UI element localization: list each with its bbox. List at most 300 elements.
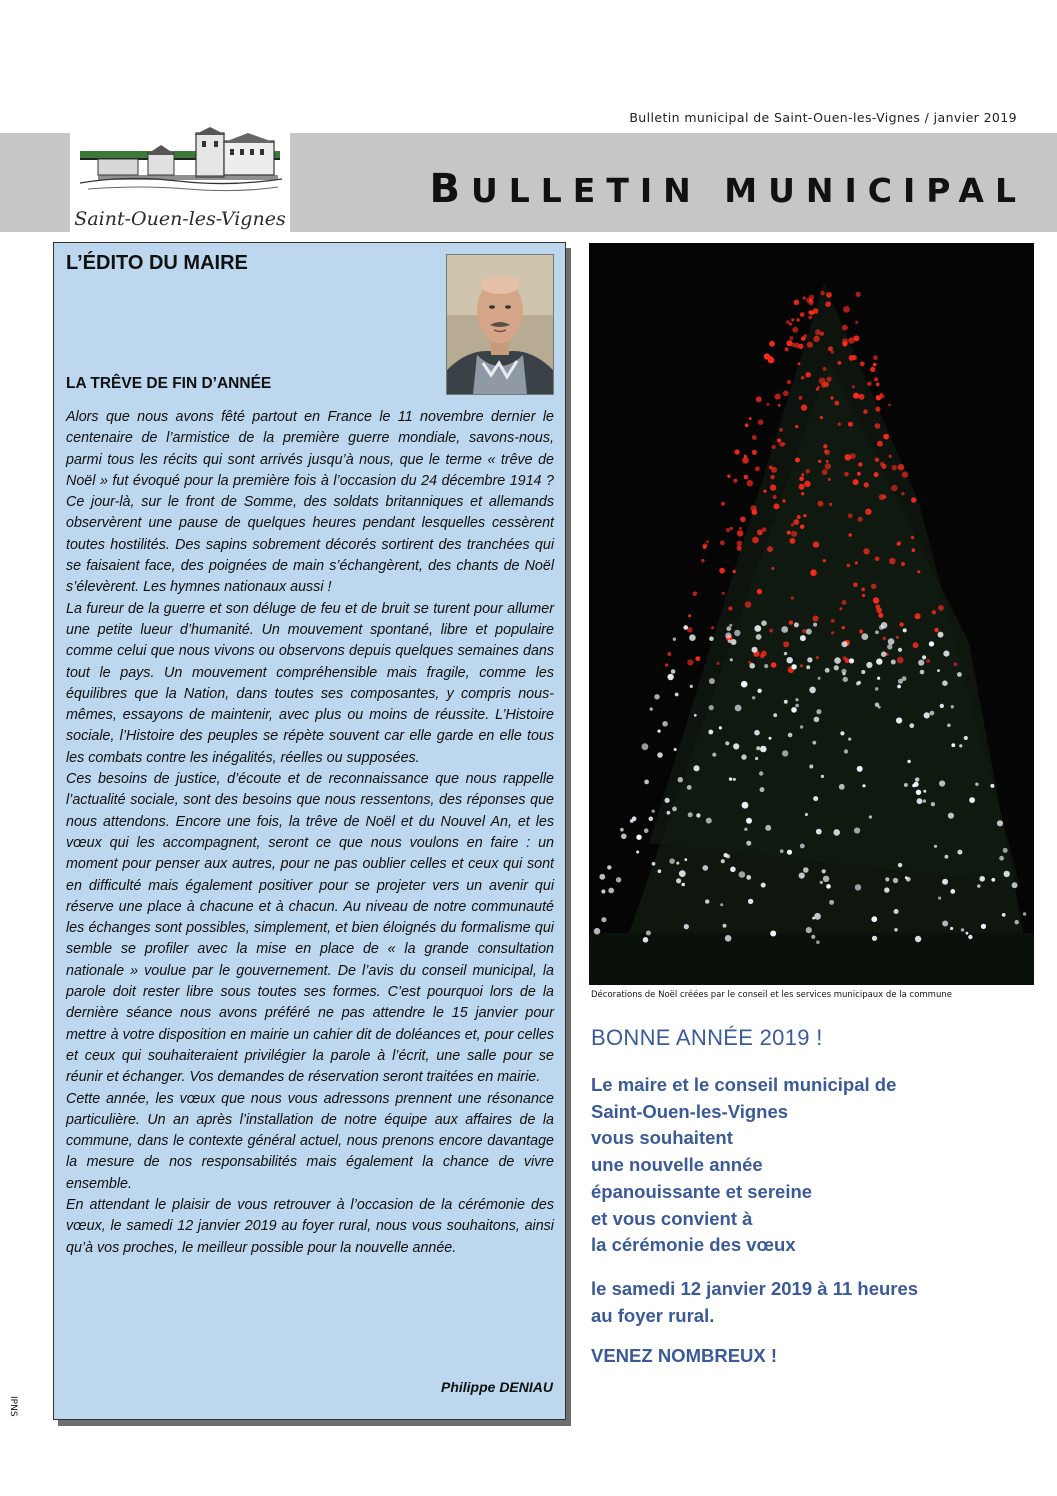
white-light (894, 909, 899, 914)
red-light (779, 428, 783, 432)
white-light (885, 877, 889, 881)
red-light (787, 380, 791, 384)
red-light (739, 527, 742, 530)
white-light (708, 730, 713, 735)
red-light (813, 541, 819, 547)
red-light (828, 346, 833, 351)
wishes-line: et vous convient à (591, 1207, 753, 1229)
white-light (1004, 871, 1010, 877)
white-light (654, 694, 659, 699)
white-light (866, 662, 872, 668)
red-light (853, 335, 859, 341)
red-light (813, 616, 819, 622)
white-light (689, 634, 696, 641)
white-light (601, 889, 605, 893)
red-light (791, 318, 794, 321)
white-light (861, 633, 868, 640)
wishes-line: vous souhaitent (591, 1127, 733, 1149)
white-light (731, 639, 737, 645)
red-light (737, 530, 743, 536)
red-light (865, 509, 871, 515)
white-light (594, 928, 601, 935)
red-light (829, 503, 832, 506)
white-light (761, 620, 767, 626)
red-light (799, 484, 805, 490)
white-light (879, 625, 884, 630)
red-light (799, 396, 803, 400)
red-light (864, 482, 869, 487)
red-light (823, 444, 827, 448)
white-light (675, 693, 679, 697)
white-light (1023, 912, 1026, 915)
white-light (915, 777, 919, 781)
white-light (957, 672, 962, 677)
red-light (800, 664, 803, 667)
white-light (957, 850, 962, 855)
white-light (942, 921, 948, 927)
red-light (876, 608, 882, 614)
red-light (786, 340, 792, 346)
red-light (852, 385, 855, 388)
red-light (778, 404, 781, 407)
white-light (938, 632, 944, 638)
red-light (752, 450, 757, 455)
white-light (733, 778, 736, 781)
red-light (818, 501, 824, 507)
red-light (769, 629, 773, 633)
white-light (803, 867, 809, 873)
wishes-line: la cérémonie des vœux (591, 1234, 796, 1256)
white-light (620, 828, 624, 832)
white-light (848, 738, 851, 741)
white-light (918, 660, 924, 666)
red-light (771, 567, 774, 570)
white-light (1015, 920, 1019, 924)
red-light (853, 393, 859, 399)
white-light (684, 858, 687, 861)
red-light (796, 318, 799, 321)
white-light (809, 765, 813, 769)
white-light (636, 851, 639, 854)
red-light (860, 361, 865, 366)
white-light (841, 641, 847, 647)
white-light (709, 678, 715, 684)
red-light (726, 528, 730, 532)
white-light (1002, 913, 1006, 917)
white-light (746, 875, 751, 880)
white-light (964, 736, 968, 740)
white-light (834, 665, 839, 670)
edito-paragraph: Ces besoins de justice, d’écoute et de reconnaissance que nous rappelle l’actualité sociale, sont des besoins que nous ressentons, des réponses que nous attendons. Encore une fois, la trêve de Noël et du Nouvel An, et les vœux qui les accompagnent, seront ce que nous voulons en faire : un moment pour penser aux autres, pour ne pas oublier celles et ceux qui sont en difficulté mais également positiver pour se projeter vers un avenir qui réserve une place à chacune et à chacun. Au niveau de notre communauté les échanges sont possibles, simplement, et bien éloignés du formalisme qui semble se profiler avec la mise en place de « la grande consultation nationale » voulue par le gouvernement. De l’avis du conseil municipal, la parole doit rester libre sous toutes ses formes. C’est pourquoi lors de la dernière séance nous avons préféré ne pas attendre le 15 janvier pour mettre à votre disposition en mairie un cahier dit de doléances et, pour celles et ceux qui souhaiteraient privilégier la parole à l’écrit, une salle pour se réunir et échanger. Vos demandes de réservation seront traitées en mairie. (66, 771, 554, 1086)
red-light (875, 423, 881, 429)
red-light (789, 620, 793, 624)
white-light (924, 712, 930, 718)
red-light (823, 367, 827, 371)
white-light (760, 787, 765, 792)
red-light (838, 361, 842, 365)
red-light (820, 416, 823, 419)
red-light (757, 529, 763, 535)
white-light (703, 865, 709, 871)
white-light (741, 681, 748, 688)
white-light (909, 723, 914, 728)
wishes-line: Saint-Ouen-les-Vignes (591, 1100, 789, 1122)
white-light (917, 798, 923, 804)
edito-body (66, 407, 554, 1259)
red-light (830, 396, 833, 399)
white-light (942, 879, 948, 885)
white-light (894, 928, 898, 932)
red-light (858, 517, 863, 522)
white-light (898, 863, 902, 867)
ipns-mark: IPNS (8, 1396, 18, 1417)
white-light (773, 713, 777, 717)
red-light (867, 381, 872, 386)
white-light (840, 731, 844, 735)
white-light (636, 835, 641, 840)
wishes-line: Le maire et le conseil municipal de (591, 1074, 897, 1095)
red-light (843, 306, 850, 313)
red-light (874, 472, 879, 477)
red-light (917, 570, 920, 573)
red-light (789, 336, 793, 340)
red-light (913, 642, 919, 648)
white-light (876, 658, 882, 664)
white-light (791, 664, 796, 669)
white-light (934, 845, 937, 848)
white-light (646, 931, 651, 936)
red-light (911, 497, 916, 502)
red-light (828, 478, 831, 481)
wishes-line: épanouissante et sereine (591, 1180, 813, 1202)
white-light (929, 641, 934, 646)
white-light (757, 689, 761, 693)
red-light (926, 659, 930, 663)
white-light (902, 676, 907, 681)
white-light (683, 625, 688, 630)
red-light (795, 425, 798, 428)
white-light (687, 785, 692, 790)
white-light (997, 820, 1003, 826)
white-light (916, 790, 921, 795)
red-light (815, 329, 821, 335)
white-light (642, 743, 649, 750)
white-light (765, 825, 771, 831)
red-light (826, 460, 829, 463)
white-light (813, 623, 817, 627)
red-light (842, 325, 848, 331)
white-light (947, 724, 951, 728)
red-light (858, 462, 862, 466)
red-light (901, 562, 905, 566)
red-light (744, 455, 747, 458)
white-light (794, 622, 799, 627)
white-light (759, 771, 763, 775)
white-light (920, 670, 925, 675)
white-light (733, 743, 739, 749)
red-light (842, 341, 847, 346)
red-light (839, 607, 842, 610)
white-light (723, 924, 727, 928)
red-light (806, 469, 810, 473)
white-light (979, 876, 985, 882)
white-light (688, 812, 693, 817)
white-light (729, 624, 732, 627)
red-light (822, 469, 828, 475)
red-light (810, 570, 817, 577)
red-light (801, 404, 807, 410)
white-light (950, 927, 953, 930)
red-light (802, 629, 806, 633)
white-light (939, 780, 945, 786)
white-light (709, 705, 714, 710)
red-light (871, 584, 877, 590)
red-light (744, 475, 749, 480)
red-light (785, 347, 789, 351)
red-light (737, 546, 742, 551)
white-light (823, 876, 829, 882)
event-line: le samedi 12 janvier 2019 à 11 heures (591, 1278, 919, 1299)
red-light (901, 492, 904, 495)
white-light (800, 844, 805, 849)
white-light (657, 752, 663, 758)
white-light (739, 871, 746, 878)
red-light (863, 548, 869, 554)
white-light (729, 777, 732, 780)
white-light (769, 737, 772, 740)
white-light (784, 652, 787, 655)
red-light (859, 394, 865, 400)
white-light (829, 900, 834, 905)
white-light (871, 916, 877, 922)
white-light (709, 636, 714, 641)
white-light (693, 765, 699, 771)
red-light (880, 462, 885, 467)
white-light (684, 924, 689, 929)
red-light (873, 355, 878, 360)
white-light (679, 870, 686, 877)
white-light (735, 705, 742, 712)
white-light (781, 626, 788, 633)
red-light (825, 463, 831, 469)
red-light (745, 601, 752, 608)
white-light (671, 669, 676, 674)
red-light (915, 613, 921, 619)
white-light (658, 869, 662, 873)
red-light (845, 454, 852, 461)
red-light (817, 386, 820, 389)
white-light (744, 828, 747, 831)
mayor-portrait (446, 254, 554, 395)
white-light (674, 748, 677, 751)
white-light (806, 665, 810, 669)
red-light (827, 377, 832, 382)
white-light (857, 766, 863, 772)
red-light (808, 316, 812, 320)
red-light (855, 562, 858, 565)
red-light (764, 353, 770, 359)
white-light (667, 811, 671, 815)
red-light (761, 651, 767, 657)
red-light (861, 588, 865, 592)
red-light (875, 458, 880, 463)
red-light (862, 594, 865, 597)
red-light (767, 546, 773, 552)
red-light (727, 475, 730, 478)
red-light (775, 394, 781, 400)
edito-paragraph: Alors que nous avons fêté partout en France le 11 novembre dernier le centenaire de l’armistice de la première guerre mondiale, savons-nous, parmi tous les récits qui sont arrivés jusqu’à nous, que le terme « trêve de Noël » fut évoqué pour la première fois à l’occasion du 24 décembre 1914 ? Ce jour-là, sur le front de Somme, des soldats britanniques et allemands observèrent une pause de quelques heures pendant lesquelles cessèrent toutes hostilités. Des sapins sobrement décorés sortirent des tranchées qui se faisaient face, des poignées de main s’échangèrent, des chants de Noël s’élevèrent. Les hymnes nationaux aussi ! (66, 409, 554, 596)
white-light (780, 849, 784, 853)
red-light (813, 336, 820, 343)
red-light (850, 453, 856, 459)
white-light (951, 743, 955, 747)
white-light (820, 881, 823, 884)
red-light (706, 540, 709, 543)
white-light (923, 790, 926, 793)
red-light (889, 455, 892, 458)
white-light (818, 677, 821, 680)
red-light (795, 458, 800, 463)
white-light (881, 651, 887, 657)
red-light (847, 564, 851, 568)
white-light (696, 813, 700, 817)
white-light (1003, 848, 1008, 853)
white-light (811, 935, 815, 939)
red-light (735, 449, 740, 454)
red-light (791, 523, 794, 526)
red-light (722, 592, 725, 595)
white-light (930, 711, 935, 716)
red-light (797, 515, 801, 519)
white-light (875, 630, 879, 634)
white-light (676, 862, 679, 865)
white-light (669, 858, 675, 864)
white-light (888, 638, 895, 645)
white-light (816, 829, 822, 835)
white-light (741, 754, 746, 759)
white-light (652, 810, 655, 813)
white-light (891, 660, 896, 665)
white-light (795, 698, 798, 701)
edito-paragraph: Cette année, les vœux que nous vous adressons prennent une résonance particulière. Un an après l’installation de notre équipe aux affaires de la commune, dans le contexte général actuel, nous prenons encore davantage la mesure de nos responsabilités mais également la chance de vivre ensemble. (66, 1090, 554, 1192)
chateau-drawing-icon (78, 127, 283, 209)
white-light (658, 730, 661, 733)
red-light (848, 513, 853, 518)
red-light (771, 445, 775, 449)
red-light (770, 484, 776, 490)
red-light (896, 636, 899, 639)
white-light (834, 657, 841, 664)
red-light (770, 475, 774, 479)
red-light (758, 419, 764, 425)
white-light (784, 700, 788, 704)
white-light (897, 685, 901, 689)
white-light (806, 927, 812, 933)
red-light (898, 541, 902, 545)
red-light (883, 434, 889, 440)
white-light (681, 883, 685, 887)
white-light (725, 741, 729, 745)
white-light (694, 714, 697, 717)
white-light (814, 717, 820, 723)
red-light (883, 637, 886, 640)
red-light (859, 629, 863, 633)
red-light (808, 310, 812, 314)
red-light (733, 570, 736, 573)
mayor-photo-icon (447, 255, 553, 394)
white-light (893, 878, 898, 883)
edito-heading: L’ÉDITO DU MAIRE (66, 252, 248, 274)
white-light (806, 629, 812, 635)
white-light (826, 884, 831, 889)
white-light (959, 744, 962, 747)
event-line: au foyer rural. (591, 1304, 715, 1326)
red-light (883, 495, 887, 499)
white-light (896, 717, 902, 723)
red-light (801, 336, 806, 341)
white-light (630, 819, 634, 823)
red-light (838, 423, 841, 426)
red-light (809, 299, 812, 302)
red-light (891, 485, 898, 492)
red-light (823, 559, 826, 562)
red-light (898, 464, 904, 470)
red-light (701, 559, 704, 562)
wishes-text (591, 1072, 896, 1259)
red-light (878, 613, 883, 618)
edito-panel (53, 242, 566, 1420)
white-light (721, 859, 725, 863)
red-light (756, 396, 762, 402)
red-light (790, 538, 796, 544)
red-light (687, 659, 693, 665)
red-light (932, 610, 936, 614)
white-light (761, 883, 766, 888)
red-light (863, 409, 868, 414)
white-light (887, 644, 892, 649)
red-light (733, 479, 737, 483)
edito-paragraph: En attendant le plaisir de vous retrouver à l’occasion de la cérémonie des vœux, le samedi 12 janvier 2019 au foyer rural, nous vous souhaitons, ainsi qu’à vos proches, le meilleur possible pour la nouvelle année. (66, 1196, 554, 1256)
white-light (724, 853, 728, 857)
red-light (769, 466, 773, 470)
white-light (756, 746, 760, 750)
white-light (991, 878, 995, 882)
red-light (728, 606, 732, 610)
red-light (954, 662, 958, 666)
red-light (695, 656, 700, 661)
white-light (676, 878, 681, 883)
red-light (745, 423, 749, 427)
red-light (842, 600, 847, 605)
red-light (730, 527, 733, 530)
white-light (938, 897, 941, 900)
white-light (795, 704, 799, 708)
red-light (820, 291, 825, 296)
red-light (665, 663, 668, 666)
white-light (833, 829, 840, 836)
white-light (756, 634, 762, 640)
page-title (429, 166, 1027, 212)
white-light (621, 834, 627, 840)
white-light (608, 888, 614, 894)
white-light (705, 899, 709, 903)
header-topline: Bulletin municipal de Saint-Ouen-les-Vignes / janvier 2019 (629, 110, 1017, 125)
red-light (880, 394, 885, 399)
white-light (690, 685, 693, 688)
white-light (712, 753, 716, 757)
red-light (892, 465, 897, 470)
red-light (740, 517, 746, 523)
